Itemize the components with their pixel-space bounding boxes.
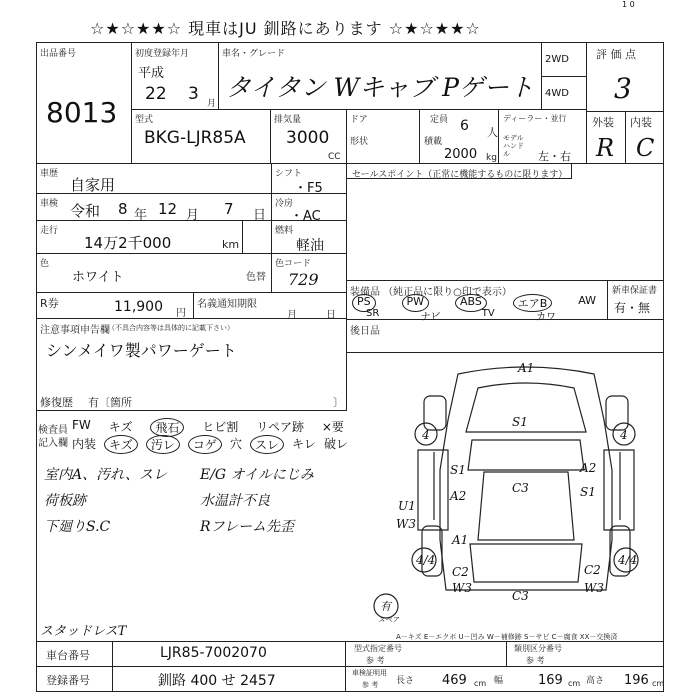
notes-value: シンメイワ製パワーゲート: [46, 341, 237, 360]
load-value: 2000: [444, 147, 478, 162]
mark-spare: 有: [380, 600, 391, 613]
fuel-label: 燃料: [275, 226, 294, 236]
mark-s1-right: S1: [580, 485, 596, 499]
drive-divider: [541, 76, 587, 77]
color-label: 色: [40, 259, 50, 269]
chassis-label: 車台番号: [46, 649, 90, 662]
remark-5: 下廻りS.C: [44, 519, 111, 535]
inspection-era: 令和: [70, 202, 101, 220]
mark-c2-left: C2: [452, 565, 469, 579]
mark-c2-right: C2: [584, 563, 601, 577]
door-label: ドア: [350, 115, 368, 125]
mark-w3-rear-left: W3: [452, 581, 472, 595]
notes-sublabel: （不具合内容等は具体的に記載下さい）: [108, 324, 234, 332]
handle-label: モデル ハンドル: [503, 134, 524, 158]
checks-label2: 記入欄: [38, 438, 68, 449]
remark-6: Rフレーム先歪: [200, 519, 294, 535]
capacity-label: 定員: [430, 115, 449, 125]
tax-month: 月: [287, 310, 297, 321]
mark-tyre-left: 4/4: [416, 553, 436, 567]
disp-label: 排気量: [274, 115, 302, 125]
warranty-value: 有・無: [614, 301, 651, 315]
exterior-label: 外装: [592, 116, 614, 129]
repair-bracket: 〕: [333, 396, 344, 409]
check-needed: ×要: [321, 420, 344, 434]
recycle-unit: 円: [176, 308, 186, 319]
mileage-label: 走行: [40, 226, 59, 236]
class-bottom: 参 考: [526, 656, 545, 665]
reg-era: 平成: [138, 66, 165, 81]
mileage-divider: [242, 220, 243, 254]
ac-label: 冷房: [275, 199, 294, 209]
sales-divider: [571, 163, 572, 179]
spec-top: 型式指定番号: [354, 644, 402, 653]
equip-sr: SR: [366, 308, 380, 319]
history-label: 車歴: [40, 169, 59, 179]
remark-2: E/G オイルにじみ: [200, 467, 314, 483]
dims-length-unit: cm: [474, 679, 487, 688]
check-int-dirt: 汚レ: [146, 435, 180, 454]
dims-length-label: 長さ: [396, 676, 415, 686]
inspection-month-unit: 月: [186, 208, 200, 223]
recycle-value: 11,900: [114, 299, 163, 315]
mark-spare-label: スペア: [378, 616, 399, 624]
damage-legend: A－キズ E－エクボ U－凹み W－補修跡 S－サビ C－腐食 XX－交換済: [396, 633, 618, 641]
color-value: ホワイト: [72, 270, 124, 285]
equip-ps: PS: [352, 294, 376, 312]
repair-label: 修復歴: [40, 396, 73, 409]
check-int-wear: スレ: [250, 435, 284, 454]
recycle-label: R券: [40, 297, 59, 310]
dims-height-label: 高さ: [586, 676, 605, 686]
interior-label: 内装: [630, 116, 652, 129]
tax-day: 日: [326, 310, 336, 321]
capacity-unit: 人: [487, 126, 498, 139]
class-top: 類別区分番号: [514, 644, 562, 653]
remark-1: 室内A、汚れ、スレ: [44, 467, 167, 483]
banner: ☆★☆★★☆ 現車はJU 釧路にあります ☆★☆★★☆: [90, 19, 481, 38]
equip-pw: PW: [402, 294, 430, 312]
shift-value: ・F5: [294, 181, 323, 196]
type-value: BKG-LJR85A: [144, 128, 246, 148]
equip-abs: ABS: [455, 294, 487, 312]
plate-label: 登録番号: [46, 674, 90, 687]
model-label: 車名・グレード: [222, 49, 286, 59]
equipment-label: 装備品 （純正品に限り○印で表示）: [350, 287, 512, 298]
check-repair: リペア跡: [256, 420, 304, 434]
dims-box: [345, 666, 664, 692]
disp-unit: CC: [328, 152, 341, 162]
reg-month-unit: 月: [207, 99, 217, 109]
check-scratch: キズ: [108, 420, 133, 434]
notes-label: 注意事項申告欄: [40, 325, 110, 336]
mark-a1-top: A1: [518, 361, 535, 375]
spec-bottom: 参 考: [366, 656, 385, 665]
dims-width: 169: [538, 673, 563, 688]
warranty-label: 新車保証書: [612, 286, 658, 296]
mark-w3-left: W3: [396, 517, 416, 531]
equip-airbag: エアB: [513, 294, 553, 312]
check-int-cut: キレ: [292, 437, 316, 451]
shape-label: 形状: [350, 137, 369, 147]
check-int-hole: 穴: [229, 437, 242, 451]
inspection-day: 7: [224, 200, 234, 218]
capacity-value: 6: [460, 118, 469, 134]
mark-a1-left: A1: [452, 533, 469, 547]
damage-diagram: [378, 360, 664, 624]
plate-value: 釧路 400 せ 2457: [158, 673, 276, 689]
dims-width-unit: cm: [568, 679, 581, 688]
check-crack: ヒビ割: [202, 420, 239, 434]
dims-height-unit: cm: [652, 679, 665, 688]
mark-4-left: 4: [422, 428, 430, 442]
lot-number: 8013: [46, 96, 118, 129]
color-code-value: 729: [288, 270, 319, 289]
fuel-value: 軽油: [296, 238, 324, 254]
dims-width-label: 幅: [494, 676, 504, 686]
drive-4wd: 4WD: [545, 88, 569, 99]
mark-c3-roof: C3: [512, 481, 529, 495]
tax-label: 名義通知期限: [197, 299, 257, 310]
equip-tv: TV: [481, 308, 495, 319]
ac-value: ・AC: [290, 209, 321, 224]
color-change-label: 色替: [246, 272, 266, 283]
ext-int-divider: [625, 111, 626, 164]
spec-divider: [506, 641, 507, 667]
equip-leather: カワ: [536, 312, 556, 323]
check-fw: FW: [72, 418, 91, 432]
score-label: 評 価 点: [596, 48, 636, 61]
mark-w3-rear-right: W3: [584, 581, 604, 595]
chassis-value: LJR85-7002070: [160, 645, 267, 661]
dims-label2: 参 考: [362, 681, 379, 689]
interior-value: C: [636, 134, 655, 162]
sales-box: [346, 163, 664, 281]
mark-tyre-right: 4/4: [618, 553, 638, 567]
options-box: [346, 319, 664, 353]
reg-year: 22: [145, 84, 167, 104]
dims-label1: 車検証明用: [352, 669, 387, 677]
load-unit: kg: [486, 153, 497, 163]
remark-3: 荷板跡: [44, 493, 86, 509]
inspection-year: 8: [118, 200, 128, 218]
sales-rule: [346, 178, 572, 179]
mileage-value: 14万2千000: [84, 234, 172, 252]
check-int-burn: コゲ: [188, 435, 222, 454]
exterior-value: R: [596, 134, 615, 162]
inspection-year-unit: 年: [134, 208, 148, 223]
equip-aw: AW: [578, 294, 596, 307]
mark-u1: U1: [398, 499, 416, 513]
studless-note: スタッドレスT: [40, 624, 127, 639]
check-interior: 内装: [72, 437, 97, 451]
history-value: 自家用: [70, 176, 116, 194]
mileage-unit: km: [222, 238, 240, 251]
disp-value: 3000: [286, 128, 330, 148]
dims-length: 469: [442, 673, 467, 688]
reg-month: 3: [188, 84, 199, 104]
mark-c3-rear: C3: [512, 589, 529, 603]
check-chip: 飛石: [150, 418, 184, 437]
score-value: 3: [614, 72, 632, 105]
options-label: 後日品: [350, 326, 380, 337]
model-name: タイタン Wキャブ Pゲート: [226, 73, 534, 102]
handle-value: 左・右: [538, 150, 571, 163]
lot-label: 出品番号: [40, 49, 77, 59]
mark-s1-hood: S1: [512, 415, 528, 429]
inspection-label: 車検: [40, 199, 59, 209]
sales-label: セールスポイント（正常に機能するものに限ります）: [352, 170, 568, 180]
inspection-day-unit: 日: [253, 208, 267, 223]
equip-navi: ナビ: [420, 312, 441, 323]
mark-4-right: 4: [620, 428, 628, 442]
checks-label1: 検査員: [38, 425, 68, 436]
color-code-label: 色コード: [275, 259, 312, 269]
mark-s1-left: S1: [450, 463, 466, 477]
checks-row2: [72, 435, 348, 454]
type-label: 型式: [135, 115, 154, 125]
shift-label: シフト: [275, 169, 303, 179]
check-int-tear: 破レ: [323, 437, 348, 451]
mark-a2-right: A2: [580, 461, 597, 475]
mark-a2-left: A2: [450, 489, 467, 503]
repair-value: 有〔箇所: [88, 396, 132, 409]
drive-2wd: 2WD: [545, 54, 569, 65]
inspection-month: 12: [158, 200, 178, 218]
remark-4: 水温計不良: [200, 493, 270, 509]
reg-label: 初度登録年月: [135, 49, 190, 59]
check-int-scratch: キズ: [104, 435, 138, 454]
dims-height: 196: [624, 673, 649, 688]
corner-mark: 1 0: [622, 0, 635, 9]
dealer-label: ディーラー・並行: [503, 114, 567, 123]
load-label: 積載: [424, 137, 443, 147]
